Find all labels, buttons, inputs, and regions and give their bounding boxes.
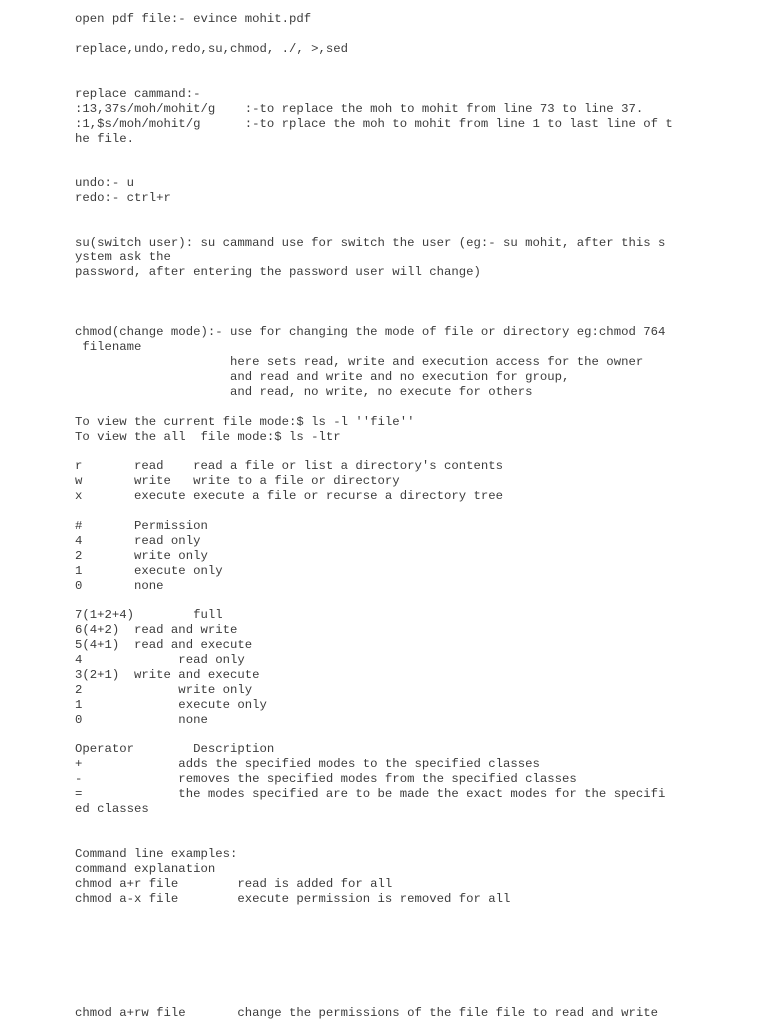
text-line: = the modes specified are to be made the exact modes for the specifi xyxy=(75,787,666,801)
text-line: 4 read only xyxy=(75,534,201,548)
text-line: 4 read only xyxy=(75,653,245,667)
text-line: To view the all file mode:$ ls -ltr xyxy=(75,430,341,444)
text-line: undo:- u xyxy=(75,176,135,190)
text-line: r read read a file or list a directory's contents xyxy=(75,459,504,473)
text-line: filename xyxy=(75,340,142,354)
text-line: 2 write only xyxy=(75,549,208,563)
text-line: 1 execute only xyxy=(75,564,223,578)
text-line: chmod a+r file read is added for all xyxy=(75,877,393,891)
text-line: 5(4+1) read and execute xyxy=(75,638,253,652)
text-line: and read, no write, no execute for others xyxy=(75,385,533,399)
text-line: he file. xyxy=(75,132,135,146)
text-line: redo:- ctrl+r xyxy=(75,191,171,205)
text-line: - removes the specified modes from the specified classes xyxy=(75,772,577,786)
text-line: chmod(change mode):- use for changing the mode of file or directory eg:chmod 764 xyxy=(75,325,666,339)
text-line: ystem ask the xyxy=(75,250,171,264)
text-line: x execute execute a file or recurse a directory tree xyxy=(75,489,504,503)
text-line: 2 write only xyxy=(75,683,253,697)
text-line: :1,$s/moh/mohit/g :-to rplace the moh to mohit from line 1 to last line of t xyxy=(75,117,673,131)
text-line: su(switch user): su cammand use for switch the user (eg:- su mohit, after this s xyxy=(75,236,666,250)
text-line: + adds the specified modes to the specified classes xyxy=(75,757,540,771)
text-line: To view the current file mode:$ ls -l ''file'' xyxy=(75,415,415,429)
text-line: password, after entering the password user will change) xyxy=(75,265,481,279)
text-line: 6(4+2) read and write xyxy=(75,623,238,637)
text-line: and read and write and no execution for group, xyxy=(75,370,570,384)
text-line: chmod a+rw file change the permissions of the file file to read and write xyxy=(75,1006,658,1020)
text-line: command explanation xyxy=(75,862,216,876)
text-line: 1 execute only xyxy=(75,698,267,712)
text-line: chmod a-x file execute permission is removed for all xyxy=(75,892,511,906)
text-line: Command line examples: xyxy=(75,847,238,861)
text-line: Operator Description xyxy=(75,742,275,756)
text-line: w write write to a file or directory xyxy=(75,474,400,488)
text-line: replace cammand:- xyxy=(75,87,201,101)
text-line: 7(1+2+4) full xyxy=(75,608,223,622)
text-line: 0 none xyxy=(75,713,208,727)
text-line: 3(2+1) write and execute xyxy=(75,668,260,682)
text-line: here sets read, write and execution access for the owner xyxy=(75,355,644,369)
text-line: # Permission xyxy=(75,519,208,533)
text-line: open pdf file:- evince mohit.pdf xyxy=(75,12,312,26)
text-line: :13,37s/moh/mohit/g :-to replace the moh to mohit from line 73 to line 37. xyxy=(75,102,644,116)
text-line: 0 none xyxy=(75,579,164,593)
text-line: replace,undo,redo,su,chmod, ./, >,sed xyxy=(75,42,349,56)
text-line: ed classes xyxy=(75,802,149,816)
